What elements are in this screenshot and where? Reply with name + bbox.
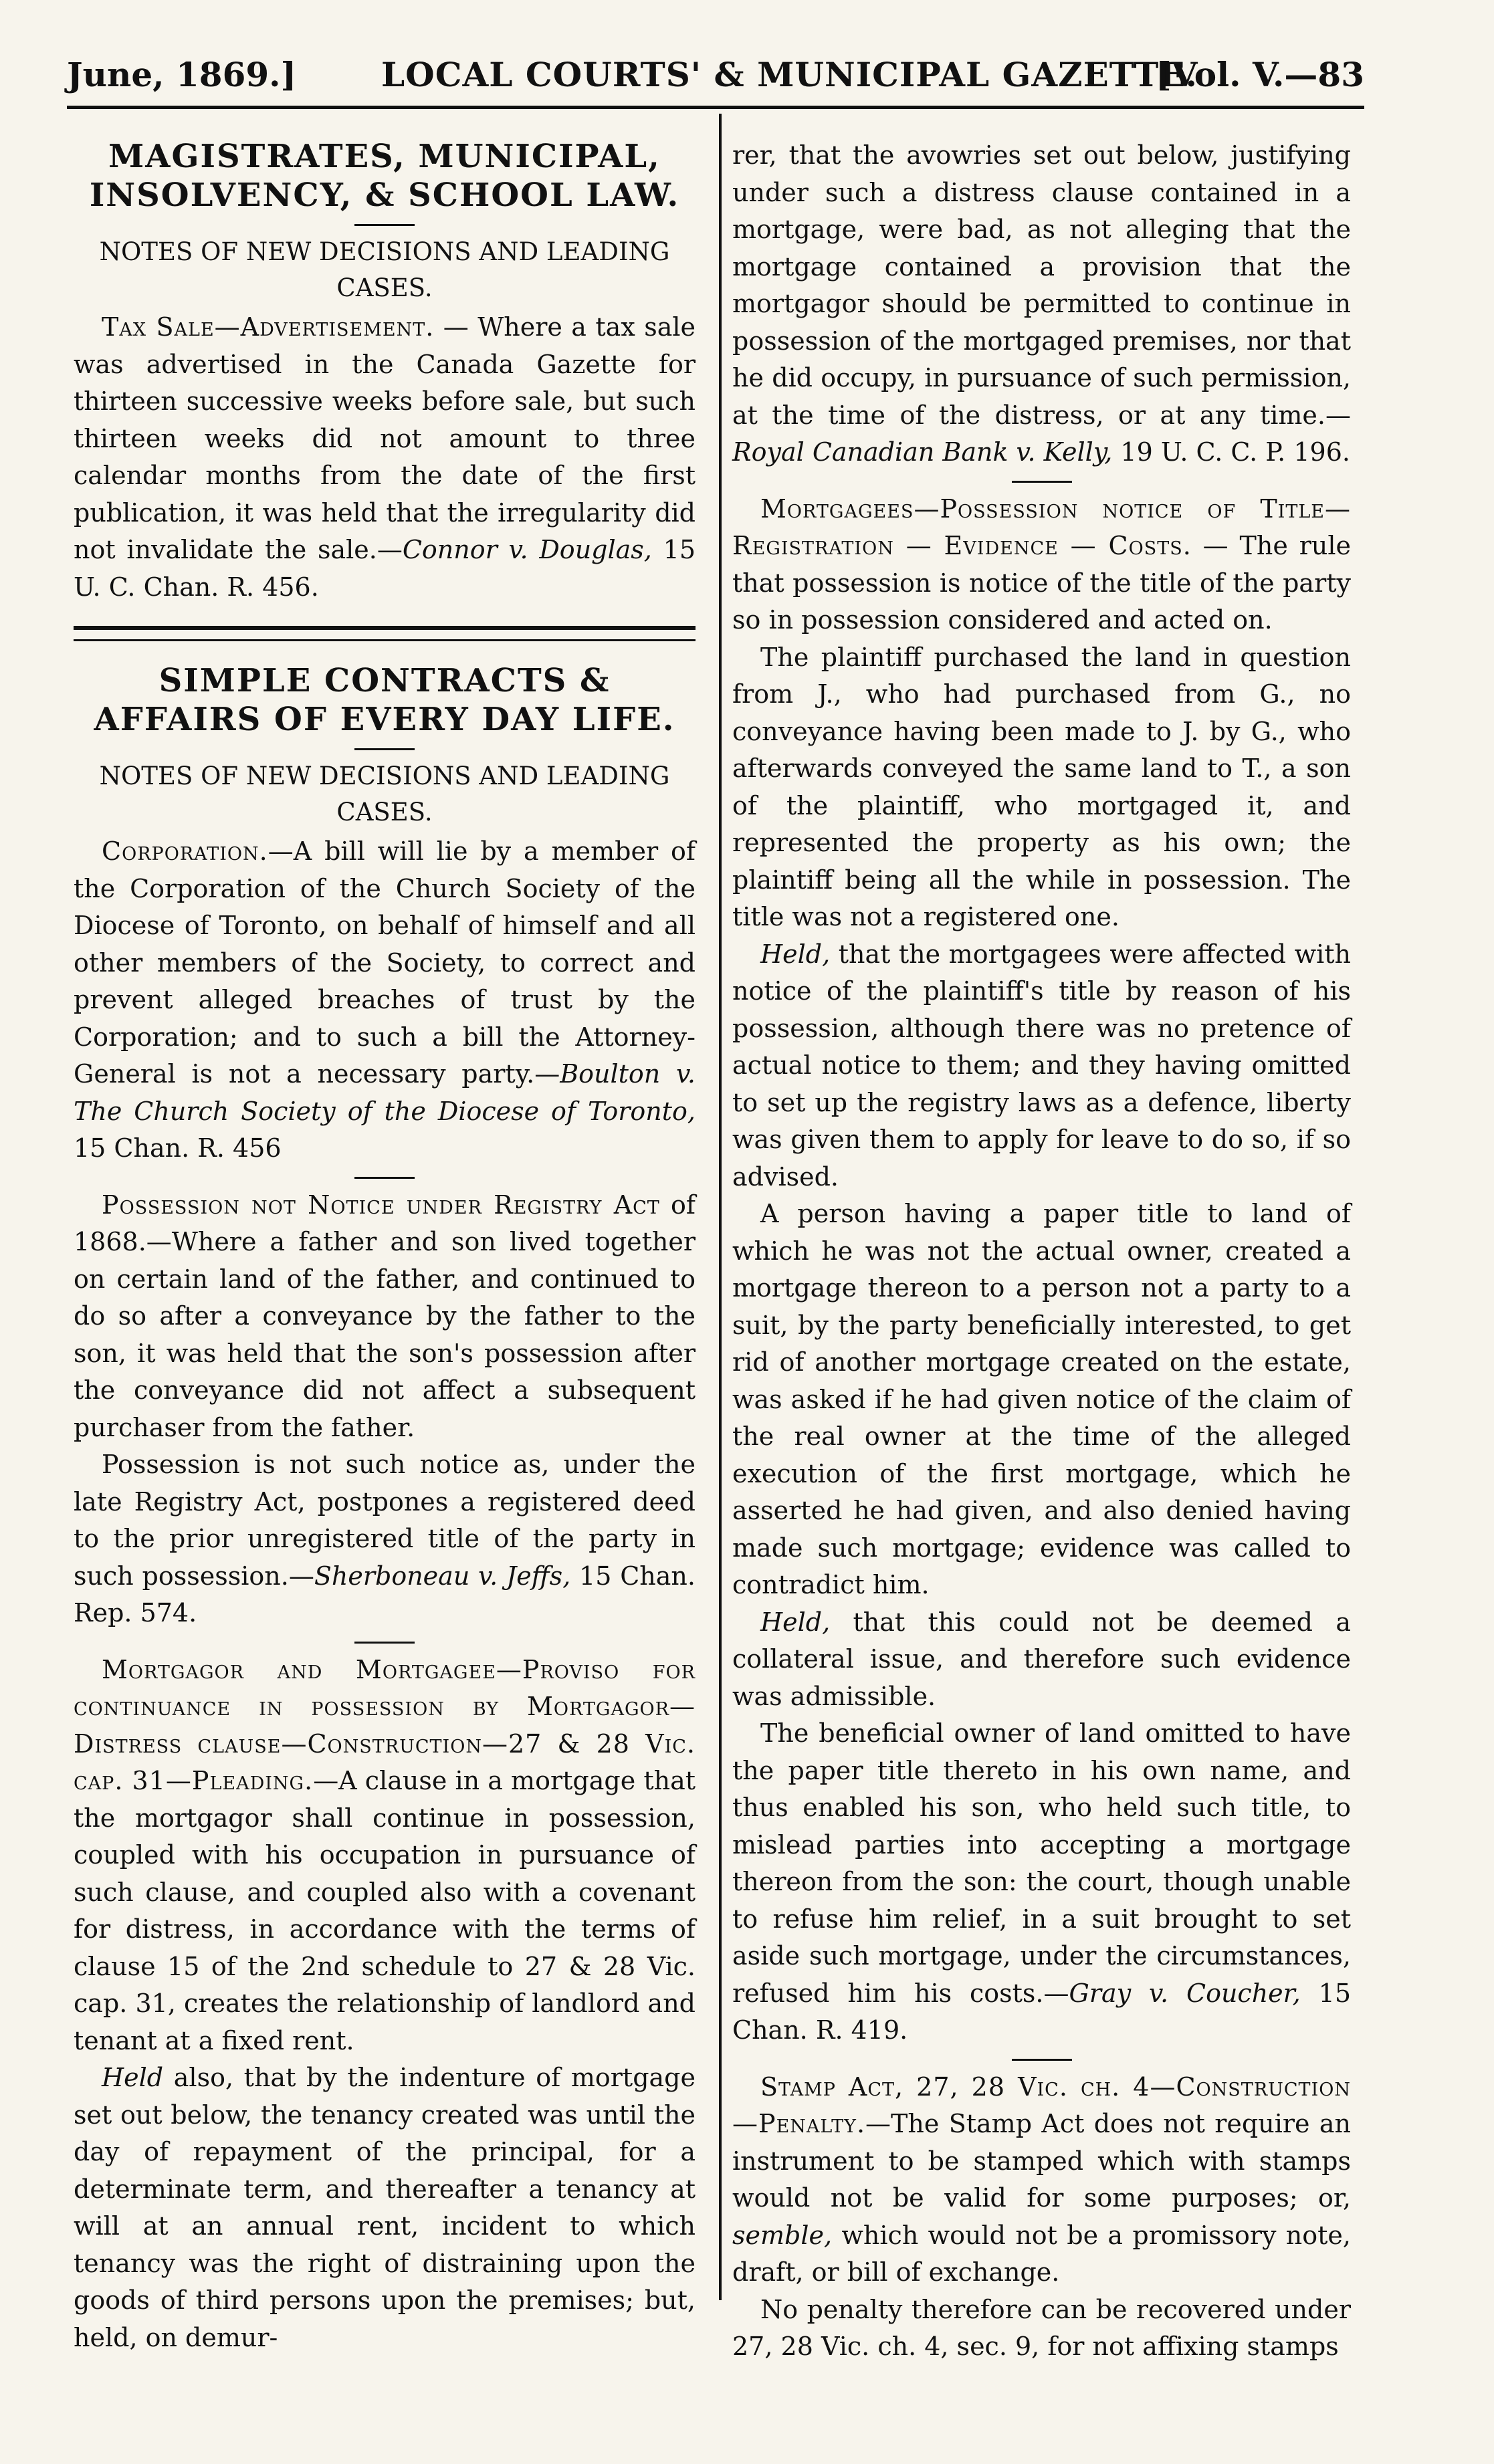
left-column: [74, 137, 696, 2356]
divider: [354, 224, 415, 226]
paragraph: No penalty therefore can be recovered under 27, 28 Vic. ch. 4, sec. 9, for not affixing stamps: [732, 2294, 1351, 2361]
article-continuation: rer, that the avowries set out below, justifying under such a distress clause contained in a mortgage, were bad, as not alleging that the mortgage contained a provision that the mortgagor should be permitted to continue in possession of the mortgaged premises, nor that he did occupy, in pursuance of such permission, at the time of the distress, or at any time.—Royal Canadian Bank v. Kelly, 19 U. C. C. P. 196.: [732, 140, 1351, 467]
divider: [1012, 2059, 1072, 2061]
paragraph: The plaintiff purchased the land in question from J., who had purchased from G., no conveyance having been made to J. by G., who afterwards conveyed the same land to T., a son of the plaintiff, who mortgaged it, and represented the property as his own; the plaintiff being all the while in possession. The title was not a registered one.: [732, 642, 1351, 931]
article-corporation: Corporation.—A bill will lie by a member of the Corporation of the Church Society of the Diocese of Toronto, on behalf of himself and all other members of the Society, to correct and prevent alleged breaches of trust by the Corporation; and to such a bill the Attorney-General is not a necessary party.—Boulton v. The Church Society of the Diocese of Toronto, 15 Chan. R. 456: [74, 836, 696, 1163]
paragraph: Held, that this could not be deemed a collateral issue, and therefore such evidence was admissible.: [732, 1607, 1351, 1711]
divider: [1012, 481, 1072, 483]
column-divider: [719, 114, 722, 2300]
header-date: June, 1869.]: [67, 55, 297, 94]
header-volume: [Vol. V.—83: [1155, 55, 1364, 94]
section-heading-magistrates: MAGISTRATES, MUNICIPAL, INSOLVENCY, & SCHOOL LAW.: [89, 138, 680, 214]
divider: [354, 1642, 415, 1644]
article-possession: Possession not Notice under Registry Act of 1868.—Where a father and son lived together on certain land of the father, and continued to do so after a conveyance by the father to the son, it was held that the son's possession after the conveyance did not affect a subsequent purchaser from the father.: [74, 1190, 696, 1442]
section-subheading: NOTES OF NEW DECISIONS AND LEADING CASES.: [99, 237, 670, 302]
article-mortgagor-held: Held also, that by the indenture of mortgage set out below, the tenancy created was until the day of repayment of the principal, for a determinate term, and thereafter a tenancy at will at an annual rent, incident to which tenancy was the right of distraining upon the goods of third persons upon the premises; but, held, on demur-: [74, 2063, 696, 2352]
article-mortgagees: Mortgagees—Possession notice of Title—Registration — Evidence — Costs. — The rule that possession is notice of the title of the party so in possession considered and acted on.: [732, 493, 1351, 635]
double-rule: [74, 626, 696, 641]
article-tax-sale: Tax Sale—Advertisement. — Where a tax sale was advertised in the Canada Gazette for thirteen successive weeks before sale, but such thirteen weeks did not amount to three calendar months from the date of the first publication, it was held that the irregularity did not invalidate the sale.—Connor v. Douglas, 15 U. C. Chan. R. 456.: [74, 312, 696, 602]
paragraph: A person having a paper title to land of which he was not the actual owner, created a mortgage thereon to a person not a party to a suit, by the party beneficially interested, to get rid of another mortgage created on the estate, was asked if he had given notice of the claim of the real owner at the time of the alleged execution of the first mortgage, which he asserted he had given, and also denied having made such mortgage; evidence was called to contradict him.: [732, 1199, 1351, 1599]
article-stamp-act: Stamp Act, 27, 28 Vic. ch. 4—Construction—Penalty.—The Stamp Act does not require an instrument to be stamped which with stamps would not be valid for some purposes; or, semble, which would not be a promissory note, draft, or bill of exchange.: [732, 2071, 1351, 2287]
section-subheading: NOTES OF NEW DECISIONS AND LEADING CASES.: [99, 762, 670, 826]
divider: [354, 748, 415, 750]
divider: [354, 1177, 415, 1179]
header-title: LOCAL COURTS' & MUNICIPAL GAZETTE.: [381, 55, 1198, 94]
header-rule: [67, 106, 1364, 109]
right-column: [732, 137, 1351, 2366]
paragraph: Held, that the mortgagees were affected with notice of the plaintiff's title by reason of his possession, although there was no pretence of actual notice to them; and they having omitted to set up the registry laws as a defence, liberty was given them to apply for leave to do so, if so advised.: [732, 939, 1351, 1192]
article-mortgagor: Mortgagor and Mortgagee—Proviso for continuance in possession by Mortgagor—Distress clause—Construction—27 & 28 Vic. cap. 31—Pleading.—A clause in a mortgage that the mortgagor shall continue in possession, coupled with his occupation in pursuance of such clause, and coupled also with a covenant for distress, in accordance with the terms of clause 15 of the 2nd schedule to 27 & 28 Vic. cap. 31, creates the relationship of landlord and tenant at a fixed rent.: [74, 1654, 696, 2055]
running-header: [67, 55, 1364, 108]
article-possession-cont: Possession is not such notice as, under the late Registry Act, postpones a registered deed to the prior unregistered title of the party in such possession.—Sherboneau v. Jeffs, 15 Chan. Rep. 574.: [74, 1450, 696, 1628]
paragraph: The beneficial owner of land omitted to have the paper title thereto in his own name, and thus enabled his son, who held such title, to mislead parties into accepting a mortgage thereon from the son: the court, though unable to refuse him relief, in a suit brought to set aside such mortgage, under the circumstances, refused him his costs.—Gray v. Coucher, 15 Chan. R. 419.: [732, 1718, 1352, 2045]
section-heading-contracts: SIMPLE CONTRACTS & AFFAIRS OF EVERY DAY LIFE.: [94, 662, 675, 738]
